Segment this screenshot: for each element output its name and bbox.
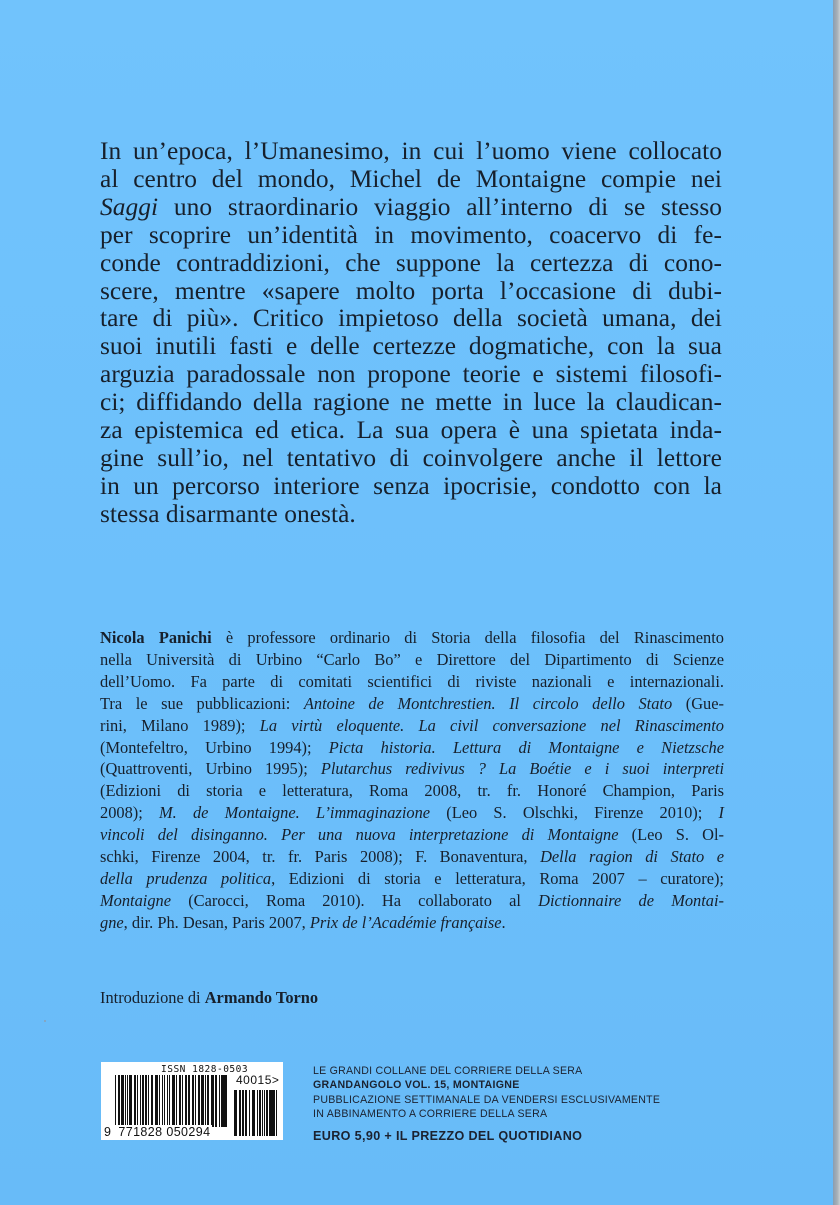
ean-number xyxy=(104,1125,212,1139)
introduction-prefix: Introduzione di xyxy=(100,988,201,1007)
blurb-line: al centro del mondo, Michel de Montaigne compie nei xyxy=(100,164,722,193)
bio-line: (Montefeltro, Urbino 1994); Picta historia. Lettura di Montaigne e Nietzsche xyxy=(100,737,724,757)
bio-line: dell’Uomo. Fa parte di comitati scientifici di riviste nazionali e internazionali. xyxy=(100,671,724,691)
blurb-line: in un percorso interiore senza ipocrisie, condotto con la xyxy=(100,471,722,500)
ean-barcode-bars xyxy=(115,1075,228,1127)
volume-line: GRANDANGOLO VOL. 15, MONTAIGNE xyxy=(313,1079,520,1092)
blurb-line: In un’epoca, l’Umanesimo, in cui l’uomo viene collocato xyxy=(100,137,722,165)
price-line: EURO 5,90 + IL PREZZO DEL QUOTIDIANO xyxy=(313,1129,583,1144)
sale-notice-line-1: PUBBLICAZIONE SETTIMANALE DA VENDERSI ESCLUSIVAMENTE xyxy=(313,1093,661,1106)
barcode-gap xyxy=(277,1090,278,1136)
publication-info xyxy=(313,1064,773,1143)
bio-line: vincoli del disinganno. Per una nuova interpretazione di Montaigne (Leo S. Ol- xyxy=(100,825,724,845)
ean-digits: 771828 050294 xyxy=(118,1125,211,1139)
blurb-line: suoi inutili fasti e delle certezze dogmatiche, con la sua xyxy=(100,332,722,361)
blurb-line: za epistemica ed etica. La sua opera è una spietata inda- xyxy=(100,416,722,445)
series-line: LE GRANDI COLLANE DEL CORRIERE DELLA SERA xyxy=(313,1065,583,1077)
barcode-addon-number: 40015> xyxy=(236,1073,280,1087)
sale-notice-line-2: IN ABBINAMENTO A CORRIERE DELLA SERA xyxy=(313,1107,548,1120)
bio-line: Tra le sue pubblicazioni: Antoine de Montchrestien. Il circolo dello Stato (Gue- xyxy=(100,693,724,713)
introduction-credit xyxy=(100,987,318,1009)
blurb-line: stessa disarmante onestà. xyxy=(100,499,356,528)
blurb-line: conde contraddizioni, che suppone la certezza di cono- xyxy=(100,248,722,277)
blurb-paragraph xyxy=(100,138,722,529)
bio-line: della prudenza politica, Edizioni di storia e letteratura, Roma 2007 – curatore); xyxy=(100,868,724,888)
blurb-line: ci; diffidando della ragione ne mette in luce la claudican- xyxy=(100,388,722,417)
bio-line: rini, Milano 1989); La virtù eloquente. La civil conversazione nel Rinascimento xyxy=(100,715,724,735)
scan-speck xyxy=(44,1020,46,1022)
barcode xyxy=(101,1062,283,1140)
bio-line: schki, Firenze 2004, tr. fr. Paris 2008); F. Bonaventura, Della ragion di Stato e xyxy=(100,847,724,867)
barcode-gap xyxy=(227,1075,228,1127)
bio-line: Nicola Panichi è professore ordinario di Storia della filosofia del Rinascimento xyxy=(100,628,724,647)
cover-edge-shadow xyxy=(833,0,840,1205)
bio-line: nella Università di Urbino “Carlo Bo” e Direttore del Dipartimento di Scienze xyxy=(100,649,724,669)
ean-first-digit: 9 xyxy=(104,1125,112,1139)
bio-line: Montaigne (Carocci, Roma 2010). Ha collaborato al Dictionnaire de Montai- xyxy=(100,890,724,910)
blurb-line: arguzia paradossale non propone teorie e sistemi filosofi- xyxy=(100,360,722,389)
issn-label: ISSN 1828-0503 xyxy=(161,1064,249,1075)
bio-line: gne, dir. Ph. Desan, Paris 2007, Prix de l’Académie française. xyxy=(100,912,506,932)
bio-line: 2008); M. de Montaigne. L’immaginazione (Leo S. Olschki, Firenze 2010); I xyxy=(100,803,724,823)
bio-line: (Quattroventi, Urbino 1995); Plutarchus redivivus ? La Boétie e i suoi interpreti xyxy=(100,759,725,779)
blurb-line: Saggi uno straordinario viaggio all’interno di se stesso xyxy=(100,192,722,221)
addon-barcode-bars xyxy=(234,1090,278,1136)
bio-line: (Edizioni di storia e letteratura, Roma 2008, tr. fr. Honoré Champion, Paris xyxy=(100,781,724,801)
blurb-line: tare di più». Critico impietoso della società umana, dei xyxy=(100,304,722,333)
blurb-line: per scoprire un’identità in movimento, coacervo di fe- xyxy=(100,220,722,249)
author-bio-paragraph xyxy=(100,627,724,934)
blurb-line: gine sull’io, nel tentativo di coinvolgere anche il lettore xyxy=(100,443,722,472)
introduction-author-name: Armando Torno xyxy=(204,988,319,1007)
blurb-line: scere, mentre «sapere molto porta l’occasione di dubi- xyxy=(100,276,722,305)
